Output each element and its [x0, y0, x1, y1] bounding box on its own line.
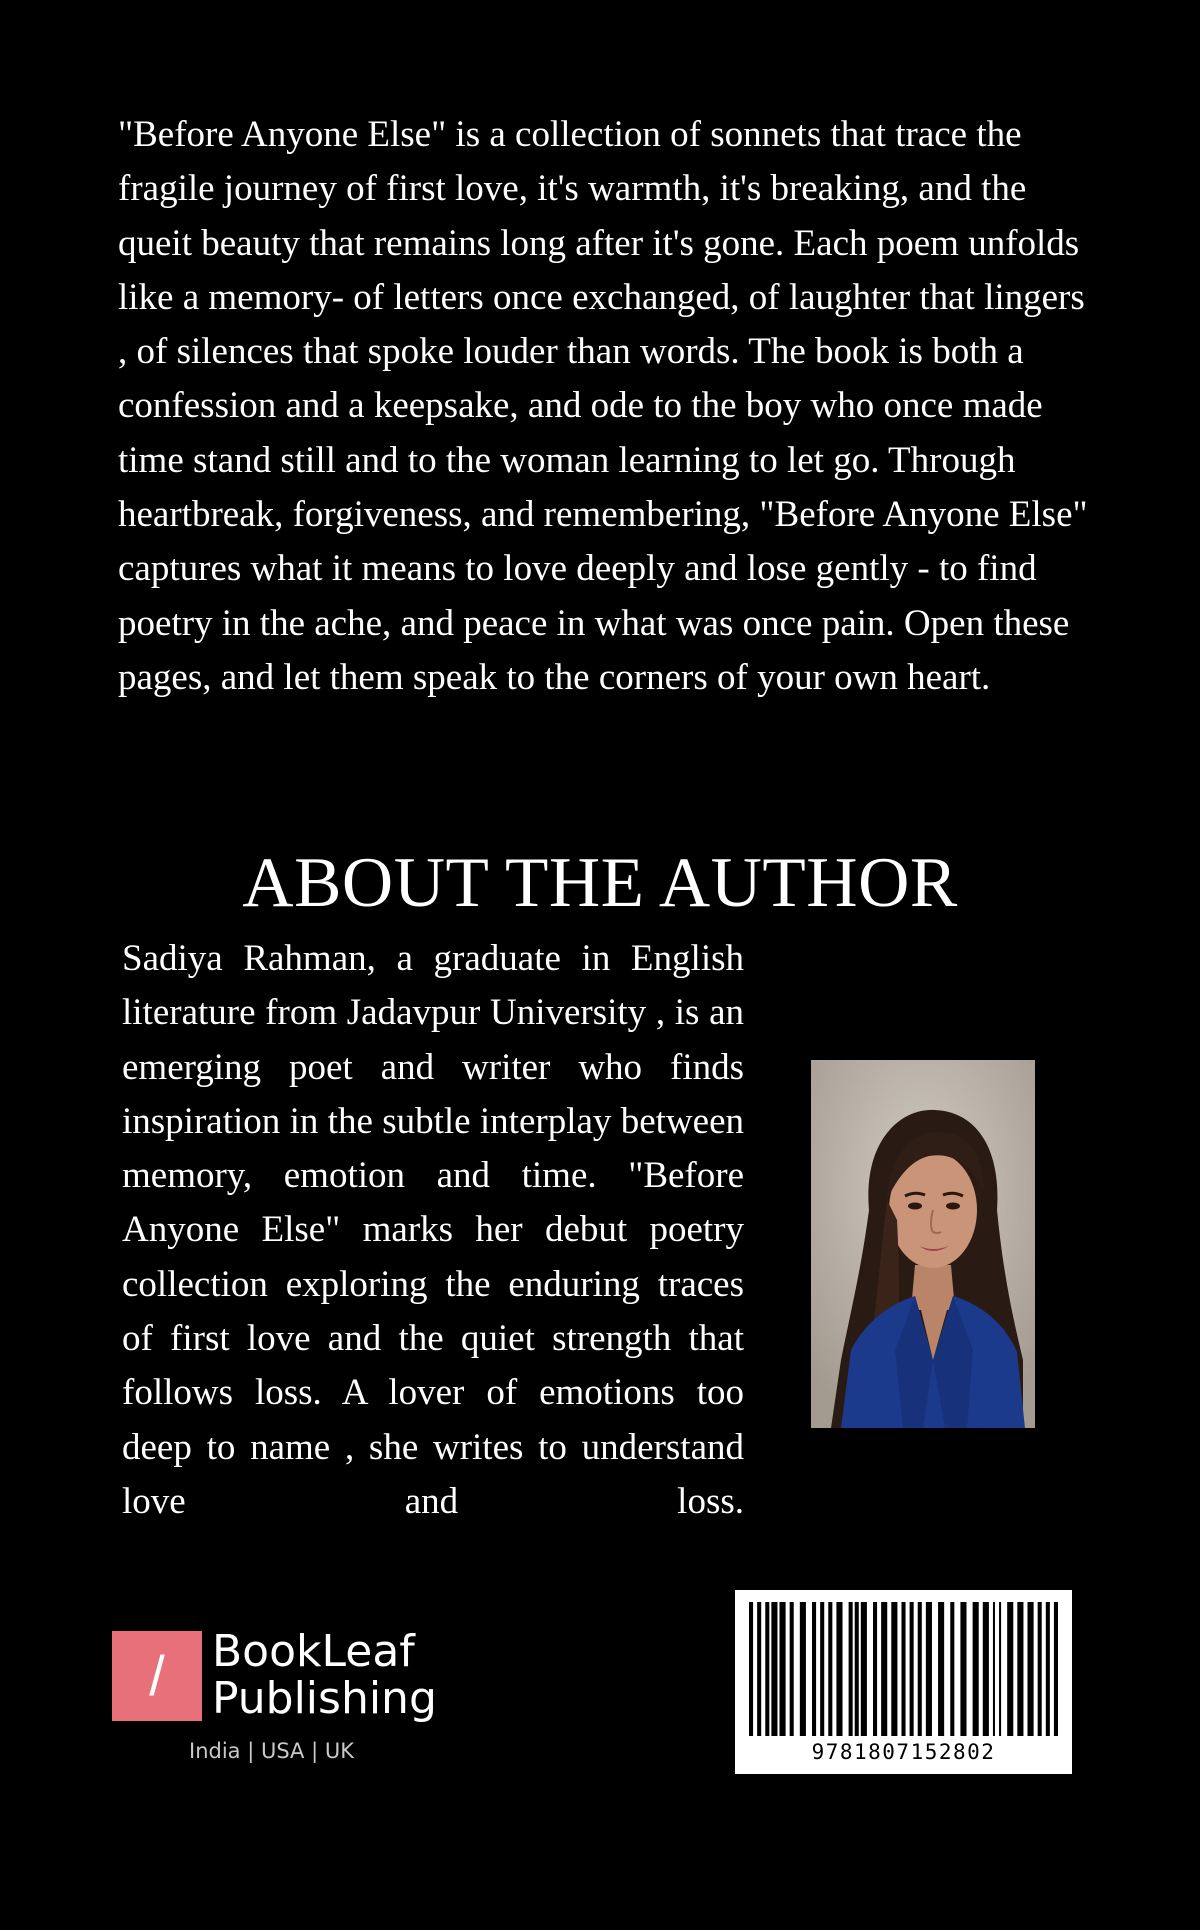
isbn-number: 9781807152802: [811, 1740, 996, 1764]
author-bio: Sadiya Rahman, a graduate in English literature from Jadavpur University , is an emerging poet and writer who finds inspiration in the subtle interplay between memory, emotion and time. "Before Anyone Else" marks her debut poetry collection exploring the enduring traces of first love and the quiet strength that follows loss. A lover of emotions too deep to name , she writes to understand love and loss.: [122, 938, 744, 1522]
publisher-regions: India | USA | UK: [189, 1739, 354, 1763]
logo-slash-icon: /: [149, 1644, 165, 1707]
logo-mark: [112, 1631, 202, 1721]
isbn-barcode: [735, 1590, 1072, 1774]
about-author-heading: ABOUT THE AUTHOR: [242, 844, 958, 922]
barcode-bars: [749, 1602, 1058, 1736]
publisher-name-line2: Publishing: [212, 1673, 437, 1724]
publisher-logo: [112, 1626, 442, 1763]
author-photo: [811, 1060, 1035, 1428]
book-blurb: "Before Anyone Else" is a collection of sonnets that trace the fragile journey of first love, it's warmth, it's breaking, and the queit beauty that remains long after it's gone. Each poem unfolds like a memory- of letters once exchanged, of laughter that lingers , of silences that spoke louder than words. The book is both a confession and a keepsake, and ode to the boy who once made time stand still and to the woman learning to let go. Through heartbreak, forgiveness, and remembering, "Before Anyone Else" captures what it means to love deeply and lose gently - to find poetry in the ache, and peace in what was once pain. Open these pages, and let them speak to the corners of your own heart.: [118, 114, 1088, 698]
publisher-name-line1: BookLeaf: [212, 1626, 415, 1677]
